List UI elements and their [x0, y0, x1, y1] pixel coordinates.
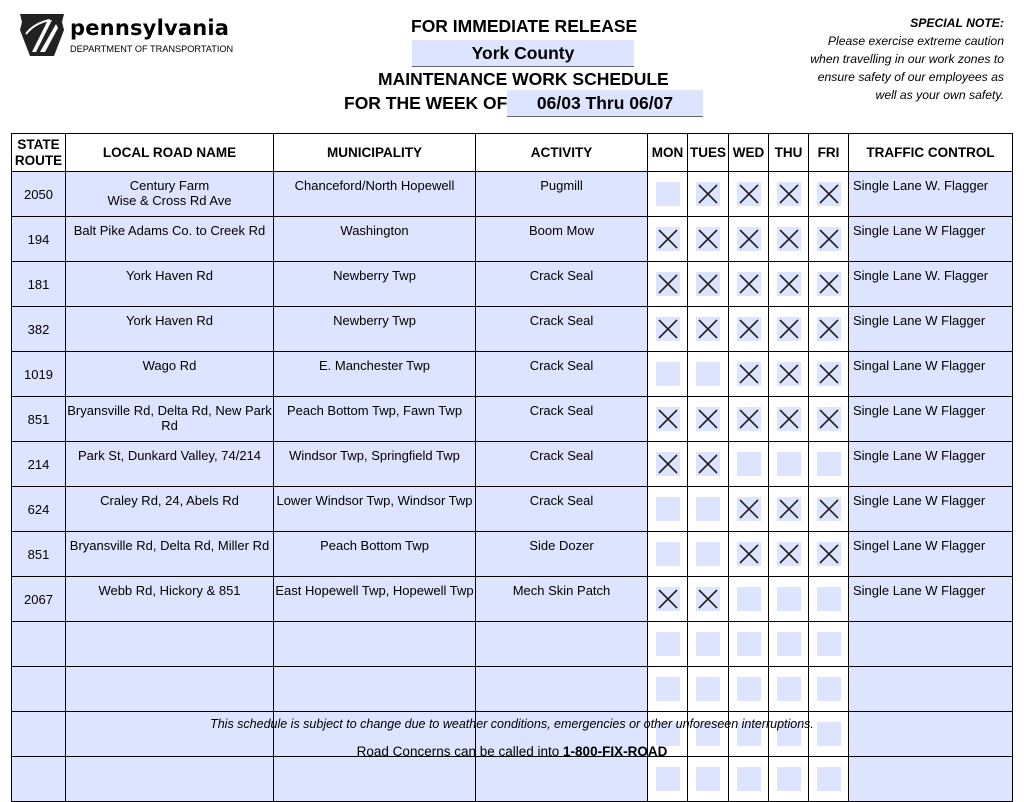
cell-municipality [274, 622, 476, 667]
x-mark-icon [696, 182, 720, 206]
cell-day-mon [648, 217, 688, 262]
county-field: York County [412, 40, 634, 67]
cell-activity [476, 667, 648, 712]
cell-municipality: E. Manchester Twp [274, 352, 476, 397]
header-activity: ACTIVITY [476, 134, 648, 172]
x-mark-icon [737, 272, 761, 296]
x-mark-icon [737, 182, 761, 206]
cell-state-route [12, 667, 66, 712]
cell-traffic-control: Single Lane W. Flagger [849, 262, 1013, 307]
cell-day-tues [688, 532, 729, 577]
empty-box-icon [656, 497, 680, 521]
cell-day-fri [809, 352, 849, 397]
cell-municipality: Lower Windsor Twp, Windsor Twp [274, 487, 476, 532]
cell-traffic-control: Single Lane W Flagger [849, 217, 1013, 262]
x-mark-icon [737, 362, 761, 386]
week-label: FOR THE WEEK OF [344, 93, 508, 113]
empty-box-icon [656, 362, 680, 386]
schedule-table [11, 133, 1013, 802]
x-mark-icon [737, 227, 761, 251]
cell-day-tues [688, 217, 729, 262]
cell-state-route: 851 [12, 397, 66, 442]
cell-traffic-control: Single Lane W Flagger [849, 397, 1013, 442]
cell-day-wed [729, 577, 769, 622]
cell-municipality: Chanceford/North Hopewell [274, 172, 476, 217]
cell-local-road-name: York Haven Rd [66, 262, 274, 307]
road-concerns-text: Road Concerns can be called into [356, 744, 564, 759]
cell-day-fri [809, 442, 849, 487]
cell-municipality: East Hopewell Twp, Hopewell Twp [274, 577, 476, 622]
cell-traffic-control: Singel Lane W Flagger [849, 532, 1013, 577]
table-row [12, 667, 1013, 712]
x-mark-icon [817, 317, 841, 341]
table-row [12, 352, 1013, 397]
x-mark-icon [817, 182, 841, 206]
x-mark-icon [777, 497, 801, 521]
cell-day-wed [729, 172, 769, 217]
checked-box-icon [817, 497, 841, 521]
x-mark-icon [817, 407, 841, 431]
x-mark-icon [737, 497, 761, 521]
table-row [12, 172, 1013, 217]
empty-box-icon [737, 677, 761, 701]
cell-state-route: 851 [12, 532, 66, 577]
x-mark-icon [777, 362, 801, 386]
x-mark-icon [777, 542, 801, 566]
special-note-title: SPECIAL NOTE: [910, 16, 1004, 30]
empty-box-icon [696, 542, 720, 566]
checked-box-icon [737, 317, 761, 341]
special-note-line: well as your own safety. [875, 88, 1004, 102]
empty-box-icon [817, 767, 841, 791]
cell-local-road-name: Century Farm Wise & Cross Rd Ave [66, 172, 274, 217]
table-row [12, 307, 1013, 352]
penndot-logo [18, 12, 258, 60]
cell-day-tues [688, 577, 729, 622]
cell-day-thu [769, 487, 809, 532]
cell-day-thu [769, 667, 809, 712]
release-heading: FOR IMMEDIATE RELEASE [411, 16, 638, 36]
empty-box-icon [777, 767, 801, 791]
cell-day-tues [688, 262, 729, 307]
cell-day-wed [729, 217, 769, 262]
cell-activity: Crack Seal [476, 487, 648, 532]
cell-local-road-name [66, 667, 274, 712]
header-state-route: STATE ROUTE [12, 134, 66, 172]
cell-state-route [12, 622, 66, 667]
empty-box-icon [696, 677, 720, 701]
week-field: 06/03 Thru 06/07 [507, 90, 703, 117]
checked-box-icon [656, 272, 680, 296]
cell-day-fri [809, 397, 849, 442]
x-mark-icon [656, 317, 680, 341]
cell-activity [476, 757, 648, 802]
checked-box-icon [817, 542, 841, 566]
cell-traffic-control [849, 667, 1013, 712]
cell-day-mon [648, 667, 688, 712]
cell-state-route: 624 [12, 487, 66, 532]
header-mon: MON [648, 134, 688, 172]
empty-box-icon [777, 677, 801, 701]
cell-activity: Crack Seal [476, 397, 648, 442]
x-mark-icon [656, 227, 680, 251]
checked-box-icon [656, 407, 680, 431]
checked-box-icon [737, 272, 761, 296]
cell-day-mon [648, 397, 688, 442]
cell-state-route: 181 [12, 262, 66, 307]
cell-day-thu [769, 577, 809, 622]
x-mark-icon [737, 542, 761, 566]
cell-local-road-name: Craley Rd, 24, Abels Rd [66, 487, 274, 532]
empty-box-icon [696, 632, 720, 656]
cell-day-wed [729, 757, 769, 802]
cell-municipality: Peach Bottom Twp, Fawn Twp [274, 397, 476, 442]
schedule-disclaimer: This schedule is subject to change due to weather conditions, emergencies or other unforeseen interruptions. [210, 717, 814, 731]
cell-traffic-control: Single Lane W Flagger [849, 442, 1013, 487]
header-wed: WED [729, 134, 769, 172]
cell-activity: Mech Skin Patch [476, 577, 648, 622]
x-mark-icon [817, 362, 841, 386]
checked-box-icon [817, 317, 841, 341]
checked-box-icon [777, 542, 801, 566]
checked-box-icon [777, 497, 801, 521]
special-note-line: when travelling in our work zones to [810, 52, 1004, 66]
empty-box-icon [817, 452, 841, 476]
special-note-line: Please exercise extreme caution [827, 34, 1004, 48]
cell-state-route: 2067 [12, 577, 66, 622]
table-row [12, 622, 1013, 667]
cell-state-route: 1019 [12, 352, 66, 397]
cell-day-fri [809, 217, 849, 262]
cell-day-tues [688, 622, 729, 667]
empty-box-icon [777, 632, 801, 656]
cell-day-tues [688, 667, 729, 712]
cell-day-mon [648, 352, 688, 397]
cell-day-wed [729, 667, 769, 712]
phone-number: 1-800-FIX-ROAD [563, 744, 668, 759]
cell-day-mon [648, 172, 688, 217]
cell-municipality: Windsor Twp, Springfield Twp [274, 442, 476, 487]
x-mark-icon [777, 407, 801, 431]
cell-day-thu [769, 307, 809, 352]
checked-box-icon [777, 272, 801, 296]
cell-traffic-control: Single Lane W Flagger [849, 487, 1013, 532]
checked-box-icon [656, 452, 680, 476]
cell-local-road-name: Bryansville Rd, Delta Rd, Miller Rd [66, 532, 274, 577]
checked-box-icon [737, 497, 761, 521]
cell-traffic-control: Singal Lane W Flagger [849, 352, 1013, 397]
checked-box-icon [817, 182, 841, 206]
cell-day-wed [729, 352, 769, 397]
empty-box-icon [817, 677, 841, 701]
empty-box-icon [817, 587, 841, 611]
cell-day-thu [769, 262, 809, 307]
checked-box-icon [656, 587, 680, 611]
x-mark-icon [696, 317, 720, 341]
cell-day-fri [809, 577, 849, 622]
checked-box-icon [817, 272, 841, 296]
x-mark-icon [817, 227, 841, 251]
cell-local-road-name: Wago Rd [66, 352, 274, 397]
x-mark-icon [817, 497, 841, 521]
cell-local-road-name [66, 622, 274, 667]
x-mark-icon [777, 227, 801, 251]
cell-local-road-name: Balt Pike Adams Co. to Creek Rd [66, 217, 274, 262]
cell-day-thu [769, 757, 809, 802]
empty-box-icon [777, 452, 801, 476]
cell-activity: Crack Seal [476, 262, 648, 307]
cell-day-tues [688, 397, 729, 442]
cell-day-mon [648, 307, 688, 352]
schedule-body [12, 172, 1013, 802]
empty-box-icon [656, 182, 680, 206]
cell-day-fri [809, 487, 849, 532]
empty-box-icon [737, 767, 761, 791]
cell-day-mon [648, 577, 688, 622]
empty-box-icon [696, 497, 720, 521]
checked-box-icon [737, 542, 761, 566]
empty-box-icon [696, 362, 720, 386]
special-note [764, 14, 1004, 104]
keystone-logo-icon [18, 12, 66, 58]
checked-box-icon [777, 362, 801, 386]
cell-day-wed [729, 622, 769, 667]
cell-day-mon [648, 487, 688, 532]
header-thu: THU [769, 134, 809, 172]
x-mark-icon [817, 542, 841, 566]
road-concerns-line [0, 744, 1024, 760]
cell-day-fri [809, 307, 849, 352]
empty-box-icon [737, 587, 761, 611]
cell-activity: Crack Seal [476, 352, 648, 397]
cell-day-wed [729, 532, 769, 577]
cell-day-fri [809, 172, 849, 217]
cell-day-thu [769, 397, 809, 442]
checked-box-icon [817, 227, 841, 251]
cell-municipality: Washington [274, 217, 476, 262]
cell-day-thu [769, 622, 809, 667]
x-mark-icon [696, 272, 720, 296]
cell-activity: Side Dozer [476, 532, 648, 577]
table-row [12, 442, 1013, 487]
cell-day-thu [769, 172, 809, 217]
cell-municipality: Peach Bottom Twp [274, 532, 476, 577]
table-header-row [12, 134, 1013, 172]
x-mark-icon [737, 317, 761, 341]
cell-day-thu [769, 217, 809, 262]
cell-day-wed [729, 487, 769, 532]
cell-traffic-control: Single Lane W Flagger [849, 577, 1013, 622]
table-row [12, 577, 1013, 622]
cell-local-road-name: Park St, Dunkard Valley, 74/214 [66, 442, 274, 487]
cell-activity: Boom Mow [476, 217, 648, 262]
checked-box-icon [696, 317, 720, 341]
empty-box-icon [696, 767, 720, 791]
x-mark-icon [777, 182, 801, 206]
header-fri: FRI [809, 134, 849, 172]
x-mark-icon [656, 452, 680, 476]
cell-day-fri [809, 622, 849, 667]
cell-traffic-control [849, 622, 1013, 667]
cell-state-route: 382 [12, 307, 66, 352]
cell-day-tues [688, 352, 729, 397]
cell-local-road-name: Webb Rd, Hickory & 851 [66, 577, 274, 622]
cell-municipality [274, 757, 476, 802]
cell-day-mon [648, 442, 688, 487]
x-mark-icon [777, 317, 801, 341]
checked-box-icon [656, 317, 680, 341]
checked-box-icon [737, 227, 761, 251]
empty-box-icon [656, 677, 680, 701]
x-mark-icon [696, 452, 720, 476]
cell-activity [476, 622, 648, 667]
x-mark-icon [777, 272, 801, 296]
cell-day-tues [688, 172, 729, 217]
header-local-road-name: LOCAL ROAD NAME [66, 134, 274, 172]
cell-traffic-control: Single Lane W. Flagger [849, 172, 1013, 217]
x-mark-icon [656, 587, 680, 611]
table-row [12, 532, 1013, 577]
x-mark-icon [737, 407, 761, 431]
checked-box-icon [696, 587, 720, 611]
empty-box-icon [737, 632, 761, 656]
cell-day-fri [809, 532, 849, 577]
header-municipality: MUNICIPALITY [274, 134, 476, 172]
cell-state-route [12, 757, 66, 802]
cell-state-route: 214 [12, 442, 66, 487]
cell-municipality: Newberry Twp [274, 307, 476, 352]
empty-box-icon [656, 767, 680, 791]
checked-box-icon [737, 362, 761, 386]
cell-day-mon [648, 532, 688, 577]
cell-day-mon [648, 262, 688, 307]
header-traffic-control: TRAFFIC CONTROL [849, 134, 1013, 172]
cell-municipality: Newberry Twp [274, 262, 476, 307]
cell-day-fri [809, 667, 849, 712]
x-mark-icon [656, 407, 680, 431]
table-row [12, 757, 1013, 802]
cell-traffic-control: Single Lane W Flagger [849, 307, 1013, 352]
cell-day-thu [769, 352, 809, 397]
table-row [12, 262, 1013, 307]
cell-day-fri [809, 757, 849, 802]
checked-box-icon [737, 407, 761, 431]
cell-day-mon [648, 757, 688, 802]
table-row [12, 487, 1013, 532]
cell-municipality [274, 667, 476, 712]
cell-day-tues [688, 487, 729, 532]
checked-box-icon [777, 227, 801, 251]
checked-box-icon [696, 182, 720, 206]
cell-activity: Crack Seal [476, 442, 648, 487]
cell-activity: Pugmill [476, 172, 648, 217]
cell-state-route: 194 [12, 217, 66, 262]
checked-box-icon [696, 407, 720, 431]
checked-box-icon [817, 362, 841, 386]
checked-box-icon [817, 407, 841, 431]
header-tues: TUES [688, 134, 729, 172]
x-mark-icon [696, 587, 720, 611]
special-note-line: ensure safety of our employees as [817, 70, 1004, 84]
logo-subtitle: DEPARTMENT OF TRANSPORTATION [70, 44, 234, 54]
checked-box-icon [696, 452, 720, 476]
cell-state-route: 2050 [12, 172, 66, 217]
cell-activity: Crack Seal [476, 307, 648, 352]
checked-box-icon [696, 272, 720, 296]
cell-day-fri [809, 262, 849, 307]
x-mark-icon [656, 272, 680, 296]
cell-traffic-control [849, 757, 1013, 802]
cell-day-tues [688, 757, 729, 802]
cell-day-thu [769, 442, 809, 487]
table-row [12, 217, 1013, 262]
checked-box-icon [777, 407, 801, 431]
cell-local-road-name [66, 757, 274, 802]
cell-day-mon [648, 622, 688, 667]
empty-box-icon [737, 452, 761, 476]
cell-day-thu [769, 532, 809, 577]
checked-box-icon [656, 227, 680, 251]
checked-box-icon [696, 227, 720, 251]
logo-name: pennsylvania [70, 16, 230, 40]
table-row [12, 397, 1013, 442]
cell-day-wed [729, 442, 769, 487]
cell-day-wed [729, 397, 769, 442]
empty-box-icon [817, 632, 841, 656]
x-mark-icon [817, 272, 841, 296]
x-mark-icon [696, 407, 720, 431]
cell-local-road-name: Bryansville Rd, Delta Rd, New Park Rd [66, 397, 274, 442]
empty-box-icon [656, 542, 680, 566]
x-mark-icon [696, 227, 720, 251]
empty-box-icon [777, 587, 801, 611]
cell-local-road-name: York Haven Rd [66, 307, 274, 352]
cell-day-tues [688, 442, 729, 487]
cell-day-wed [729, 262, 769, 307]
empty-box-icon [656, 632, 680, 656]
checked-box-icon [777, 182, 801, 206]
checked-box-icon [777, 317, 801, 341]
schedule-title: MAINTENANCE WORK SCHEDULE [378, 69, 669, 89]
cell-day-tues [688, 307, 729, 352]
checked-box-icon [737, 182, 761, 206]
cell-day-wed [729, 307, 769, 352]
